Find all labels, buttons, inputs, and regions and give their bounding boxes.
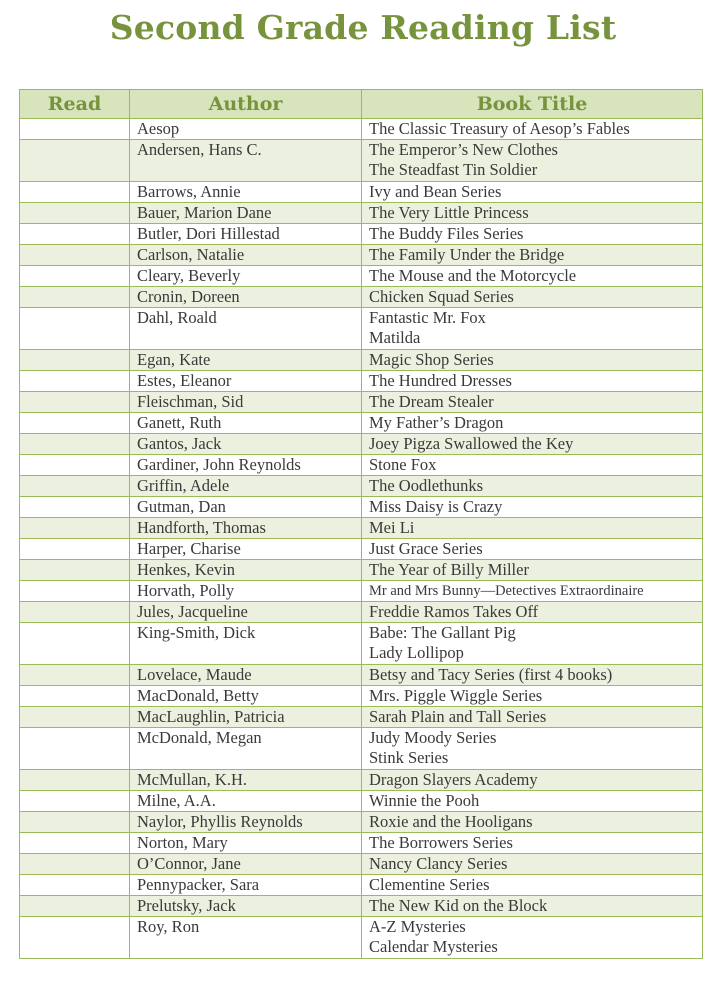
- author-cell: Estes, Eleanor: [130, 371, 362, 392]
- book-title-cell: [362, 266, 703, 287]
- read-checkbox-cell[interactable]: [20, 581, 130, 602]
- author-cell: Jules, Jacqueline: [130, 602, 362, 623]
- table-row: [20, 686, 703, 707]
- book-title: The Borrowers Series: [369, 833, 513, 852]
- author-cell: Ganett, Ruth: [130, 413, 362, 434]
- book-title-cell: [362, 140, 703, 182]
- table-row: [20, 770, 703, 791]
- book-title: Stone Fox: [369, 455, 437, 474]
- book-title: The New Kid on the Block: [369, 896, 548, 915]
- book-title-cell: [362, 434, 703, 455]
- table-header-row: [20, 90, 703, 119]
- book-title-cell: [362, 497, 703, 518]
- read-checkbox-cell[interactable]: [20, 665, 130, 686]
- book-title-cell: [362, 350, 703, 371]
- table-row: [20, 602, 703, 623]
- read-checkbox-cell[interactable]: [20, 497, 130, 518]
- book-title-cell: [362, 833, 703, 854]
- read-checkbox-cell[interactable]: [20, 203, 130, 224]
- author-cell: Butler, Dori Hillestad: [130, 224, 362, 245]
- book-title: Mr and Mrs Bunny—Detectives Extraordinaire: [369, 583, 644, 599]
- author-cell: King-Smith, Dick: [130, 623, 362, 665]
- book-title: Clementine Series: [369, 875, 490, 894]
- table-row: [20, 539, 703, 560]
- table-body: [20, 119, 703, 959]
- read-checkbox-cell[interactable]: [20, 728, 130, 770]
- table-row: [20, 245, 703, 266]
- read-checkbox-cell[interactable]: [20, 245, 130, 266]
- book-title: Winnie the Pooh: [369, 791, 480, 810]
- book-title-cell: [362, 581, 703, 602]
- table-row: [20, 203, 703, 224]
- read-checkbox-cell[interactable]: [20, 707, 130, 728]
- read-checkbox-cell[interactable]: [20, 119, 130, 140]
- book-title-cell: [362, 560, 703, 581]
- author-cell: O’Connor, Jane: [130, 854, 362, 875]
- header-read: Read: [20, 90, 130, 119]
- book-title: The Mouse and the Motorcycle: [369, 266, 577, 285]
- read-checkbox-cell[interactable]: [20, 266, 130, 287]
- book-title-cell: [362, 308, 703, 350]
- table-row: [20, 287, 703, 308]
- read-checkbox-cell[interactable]: [20, 686, 130, 707]
- table-row: [20, 392, 703, 413]
- book-title-cell: [362, 203, 703, 224]
- table-row: [20, 140, 703, 182]
- author-cell: Naylor, Phyllis Reynolds: [130, 812, 362, 833]
- table-row: [20, 518, 703, 539]
- author-cell: Milne, A.A.: [130, 791, 362, 812]
- header-author: Author: [130, 90, 362, 119]
- author-cell: Egan, Kate: [130, 350, 362, 371]
- author-cell: Carlson, Natalie: [130, 245, 362, 266]
- table-row: [20, 812, 703, 833]
- author-cell: Andersen, Hans C.: [130, 140, 362, 182]
- book-title-cell: [362, 854, 703, 875]
- table-row: [20, 728, 703, 770]
- book-title-cell: [362, 875, 703, 896]
- book-title: Judy Moody Series: [369, 728, 497, 747]
- table-row: [20, 413, 703, 434]
- book-title: Sarah Plain and Tall Series: [369, 707, 547, 726]
- book-title-cell: [362, 602, 703, 623]
- book-title-cell: [362, 896, 703, 917]
- read-checkbox-cell[interactable]: [20, 392, 130, 413]
- read-checkbox-cell[interactable]: [20, 182, 130, 203]
- book-title: A-Z Mysteries: [369, 917, 466, 936]
- table-row: [20, 119, 703, 140]
- book-title: The Very Little Princess: [369, 203, 529, 222]
- book-title: The Classic Treasury of Aesop’s Fables: [369, 119, 630, 138]
- header-book-title: Book Title: [362, 90, 703, 119]
- read-checkbox-cell[interactable]: [20, 812, 130, 833]
- table-row: [20, 308, 703, 350]
- book-title-cell: [362, 518, 703, 539]
- book-title: Freddie Ramos Takes Off: [369, 602, 539, 621]
- book-title: Matilda: [369, 328, 421, 347]
- table-row: [20, 875, 703, 896]
- author-cell: Horvath, Polly: [130, 581, 362, 602]
- read-checkbox-cell[interactable]: [20, 224, 130, 245]
- book-title-cell: [362, 476, 703, 497]
- book-title: Nancy Clancy Series: [369, 854, 508, 873]
- table-row: [20, 623, 703, 665]
- author-cell: Bauer, Marion Dane: [130, 203, 362, 224]
- book-title: Magic Shop Series: [369, 350, 494, 369]
- book-title: Roxie and the Hooligans: [369, 812, 533, 831]
- author-cell: Aesop: [130, 119, 362, 140]
- book-title-cell: [362, 707, 703, 728]
- read-checkbox-cell[interactable]: [20, 623, 130, 665]
- book-title-cell: [362, 371, 703, 392]
- book-title-cell: [362, 812, 703, 833]
- table-row: [20, 182, 703, 203]
- author-cell: Dahl, Roald: [130, 308, 362, 350]
- author-cell: Fleischman, Sid: [130, 392, 362, 413]
- book-title-cell: [362, 791, 703, 812]
- read-checkbox-cell[interactable]: [20, 140, 130, 182]
- author-cell: Cronin, Doreen: [130, 287, 362, 308]
- author-cell: Prelutsky, Jack: [130, 896, 362, 917]
- read-checkbox-cell[interactable]: [20, 455, 130, 476]
- table-row: [20, 665, 703, 686]
- table-row: [20, 560, 703, 581]
- book-title-cell: [362, 728, 703, 770]
- read-checkbox-cell[interactable]: [20, 854, 130, 875]
- author-cell: Roy, Ron: [130, 917, 362, 959]
- book-title: Mei Li: [369, 518, 415, 537]
- read-checkbox-cell[interactable]: [20, 833, 130, 854]
- table-row: [20, 476, 703, 497]
- book-title-cell: [362, 623, 703, 665]
- table-row: [20, 224, 703, 245]
- author-cell: Cleary, Beverly: [130, 266, 362, 287]
- book-title: The Family Under the Bridge: [369, 245, 565, 264]
- table-row: [20, 854, 703, 875]
- book-title: The Oodlethunks: [369, 476, 484, 495]
- author-cell: Gardiner, John Reynolds: [130, 455, 362, 476]
- book-title: Joey Pigza Swallowed the Key: [369, 434, 574, 453]
- table-row: [20, 917, 703, 959]
- author-cell: Gutman, Dan: [130, 497, 362, 518]
- reading-list-table: [19, 89, 703, 959]
- author-cell: Gantos, Jack: [130, 434, 362, 455]
- book-title: Mrs. Piggle Wiggle Series: [369, 686, 543, 705]
- table-row: [20, 371, 703, 392]
- author-cell: Pennypacker, Sara: [130, 875, 362, 896]
- read-checkbox-cell[interactable]: [20, 518, 130, 539]
- read-checkbox-cell[interactable]: [20, 896, 130, 917]
- author-cell: MacDonald, Betty: [130, 686, 362, 707]
- read-checkbox-cell[interactable]: [20, 413, 130, 434]
- table-row: [20, 707, 703, 728]
- book-title-cell: [362, 686, 703, 707]
- book-title-cell: [362, 665, 703, 686]
- author-cell: Handforth, Thomas: [130, 518, 362, 539]
- author-cell: Harper, Charise: [130, 539, 362, 560]
- book-title: Lady Lollipop: [369, 643, 464, 662]
- table-row: [20, 581, 703, 602]
- book-title-cell: [362, 455, 703, 476]
- table-row: [20, 833, 703, 854]
- read-checkbox-cell[interactable]: [20, 371, 130, 392]
- table-row: [20, 497, 703, 518]
- book-title: Ivy and Bean Series: [369, 182, 502, 201]
- book-title-cell: [362, 392, 703, 413]
- read-checkbox-cell[interactable]: [20, 791, 130, 812]
- book-title: My Father’s Dragon: [369, 413, 504, 432]
- book-title-cell: [362, 119, 703, 140]
- author-cell: Lovelace, Maude: [130, 665, 362, 686]
- book-title-cell: [362, 413, 703, 434]
- book-title: Just Grace Series: [369, 539, 483, 558]
- book-title: Stink Series: [369, 748, 449, 767]
- read-checkbox-cell[interactable]: [20, 476, 130, 497]
- read-checkbox-cell[interactable]: [20, 350, 130, 371]
- author-cell: MacLaughlin, Patricia: [130, 707, 362, 728]
- author-cell: McDonald, Megan: [130, 728, 362, 770]
- book-title: Dragon Slayers Academy: [369, 770, 538, 789]
- book-title: Calendar Mysteries: [369, 937, 498, 956]
- read-checkbox-cell[interactable]: [20, 560, 130, 581]
- book-title: Fantastic Mr. Fox: [369, 308, 486, 327]
- book-title-cell: [362, 770, 703, 791]
- book-title-cell: [362, 182, 703, 203]
- table-row: [20, 791, 703, 812]
- book-title-cell: [362, 287, 703, 308]
- author-cell: Norton, Mary: [130, 833, 362, 854]
- table-row: [20, 896, 703, 917]
- read-checkbox-cell[interactable]: [20, 770, 130, 791]
- book-title-cell: [362, 539, 703, 560]
- table-row: [20, 350, 703, 371]
- read-checkbox-cell[interactable]: [20, 539, 130, 560]
- author-cell: Barrows, Annie: [130, 182, 362, 203]
- author-cell: McMullan, K.H.: [130, 770, 362, 791]
- read-checkbox-cell[interactable]: [20, 875, 130, 896]
- book-title: The Buddy Files Series: [369, 224, 524, 243]
- page-title: Second Grade Reading List: [109, 8, 617, 47]
- book-title: Babe: The Gallant Pig: [369, 623, 516, 642]
- book-title: The Year of Billy Miller: [369, 560, 529, 579]
- book-title-cell: [362, 224, 703, 245]
- author-cell: Henkes, Kevin: [130, 560, 362, 581]
- book-title-cell: [362, 245, 703, 266]
- book-title: The Emperor’s New Clothes: [369, 140, 558, 159]
- book-title: Chicken Squad Series: [369, 287, 514, 306]
- read-checkbox-cell[interactable]: [20, 917, 130, 959]
- table-row: [20, 266, 703, 287]
- author-cell: Griffin, Adele: [130, 476, 362, 497]
- book-title: The Hundred Dresses: [369, 371, 512, 390]
- book-title: The Steadfast Tin Soldier: [369, 160, 538, 179]
- book-title: Betsy and Tacy Series (first 4 books): [369, 665, 613, 684]
- table-row: [20, 434, 703, 455]
- read-checkbox-cell[interactable]: [20, 434, 130, 455]
- read-checkbox-cell[interactable]: [20, 602, 130, 623]
- book-title: Miss Daisy is Crazy: [369, 497, 503, 516]
- read-checkbox-cell[interactable]: [20, 308, 130, 350]
- book-title-cell: [362, 917, 703, 959]
- read-checkbox-cell[interactable]: [20, 287, 130, 308]
- book-title: The Dream Stealer: [369, 392, 494, 411]
- table-row: [20, 455, 703, 476]
